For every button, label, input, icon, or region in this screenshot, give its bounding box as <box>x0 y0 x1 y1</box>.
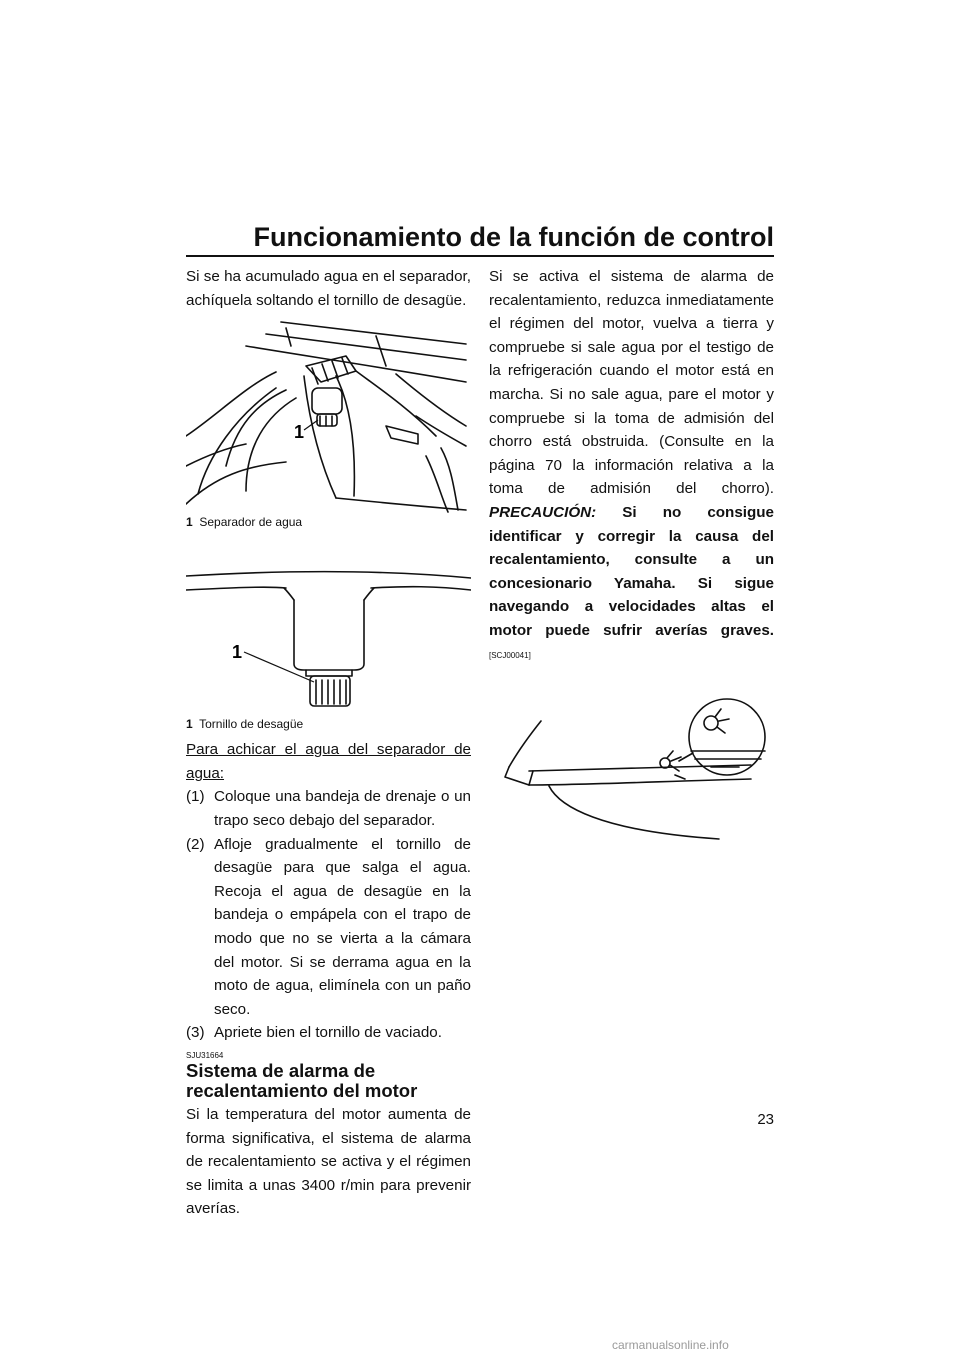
figure-water-separator <box>186 316 471 530</box>
right-column <box>489 265 774 871</box>
section-code: SJU31664 <box>186 1050 224 1060</box>
figure-callout: 1 <box>294 422 305 443</box>
header-rule <box>186 255 774 257</box>
list-item: (1) Coloque una bandeja de drenaje o un trapo seco debajo del separador. <box>186 788 471 829</box>
warning-paragraph: Si se activa el sistema de alarma de recalentamiento, reduzca inmediatamente el régimen del motor, vuelva a tierra y compruebe si sale agua por el testigo de la refrigeración cuando el motor está en marcha. Si no sale agua, pare el motor y compruebe si la toma de admisión del chorro está obstruida. (Consulte en la página 70 la información relativa a la toma de admisión del chorro). PRECAUCIÓN: Si no consigue identificar y corregir la causa del recalentamiento, consulte a un concesionario Yamaha. Si sigue navegando a velocidades altas el motor puede sufrir averías graves. [SCJ00041] <box>489 268 774 660</box>
section-paragraph: Si la temperatura del motor aumenta de forma significativa, el sistema de alarma de recalentamiento se activa y el régimen se limita a unas 3400 r/min para prevenir averías. <box>186 1105 471 1218</box>
page-number: 23 <box>757 1111 774 1128</box>
figure-drain-screw <box>186 568 471 732</box>
figure-caption: 1 Separador de agua <box>186 515 303 530</box>
figure-caption: 1 Tornillo de desagüe <box>186 717 304 732</box>
drain-screw-illustration <box>186 568 471 708</box>
list-item: (2) Afloje gradualmente el tornillo de desagüe para que salga el agua. Recoja el agua de desagüe en la bandeja o empápela con el trapo de modo que no se vierta a la cámara del motor. Si se derrama agua en la moto de agua, elimínela con un paño seco. <box>186 835 471 1018</box>
list-item: (3) Apriete bien el tornillo de vaciado. <box>186 1024 442 1042</box>
intro-paragraph: Si se ha acumulado agua en el separador, achíquela soltando el tornillo de desagüe. <box>186 268 471 309</box>
left-column <box>186 265 471 1221</box>
caution-code: [SCJ00041] <box>489 650 531 660</box>
page-title: Funcionamiento de la función de control <box>253 222 774 252</box>
figure-overheat-check <box>489 681 774 871</box>
section-title: Sistema de alarma de recalentamiento del motor <box>186 1059 418 1101</box>
figure-callout: 1 <box>232 642 243 663</box>
caution-label: PRECAUCIÓN: <box>489 503 597 521</box>
water-separator-illustration <box>186 316 471 514</box>
caution-text: Si no consigue identificar y corregir la causa del recalentamiento, consulte a un concesionario Yamaha. Si sigue navegando a velocidades altas el motor puede sufrir averías graves. <box>489 503 774 639</box>
overheat-check-illustration <box>489 681 774 871</box>
procedure-title: Para achicar el agua del separador de agua: <box>186 741 471 782</box>
footer-watermark: carmanualsonline.info <box>612 1338 729 1352</box>
